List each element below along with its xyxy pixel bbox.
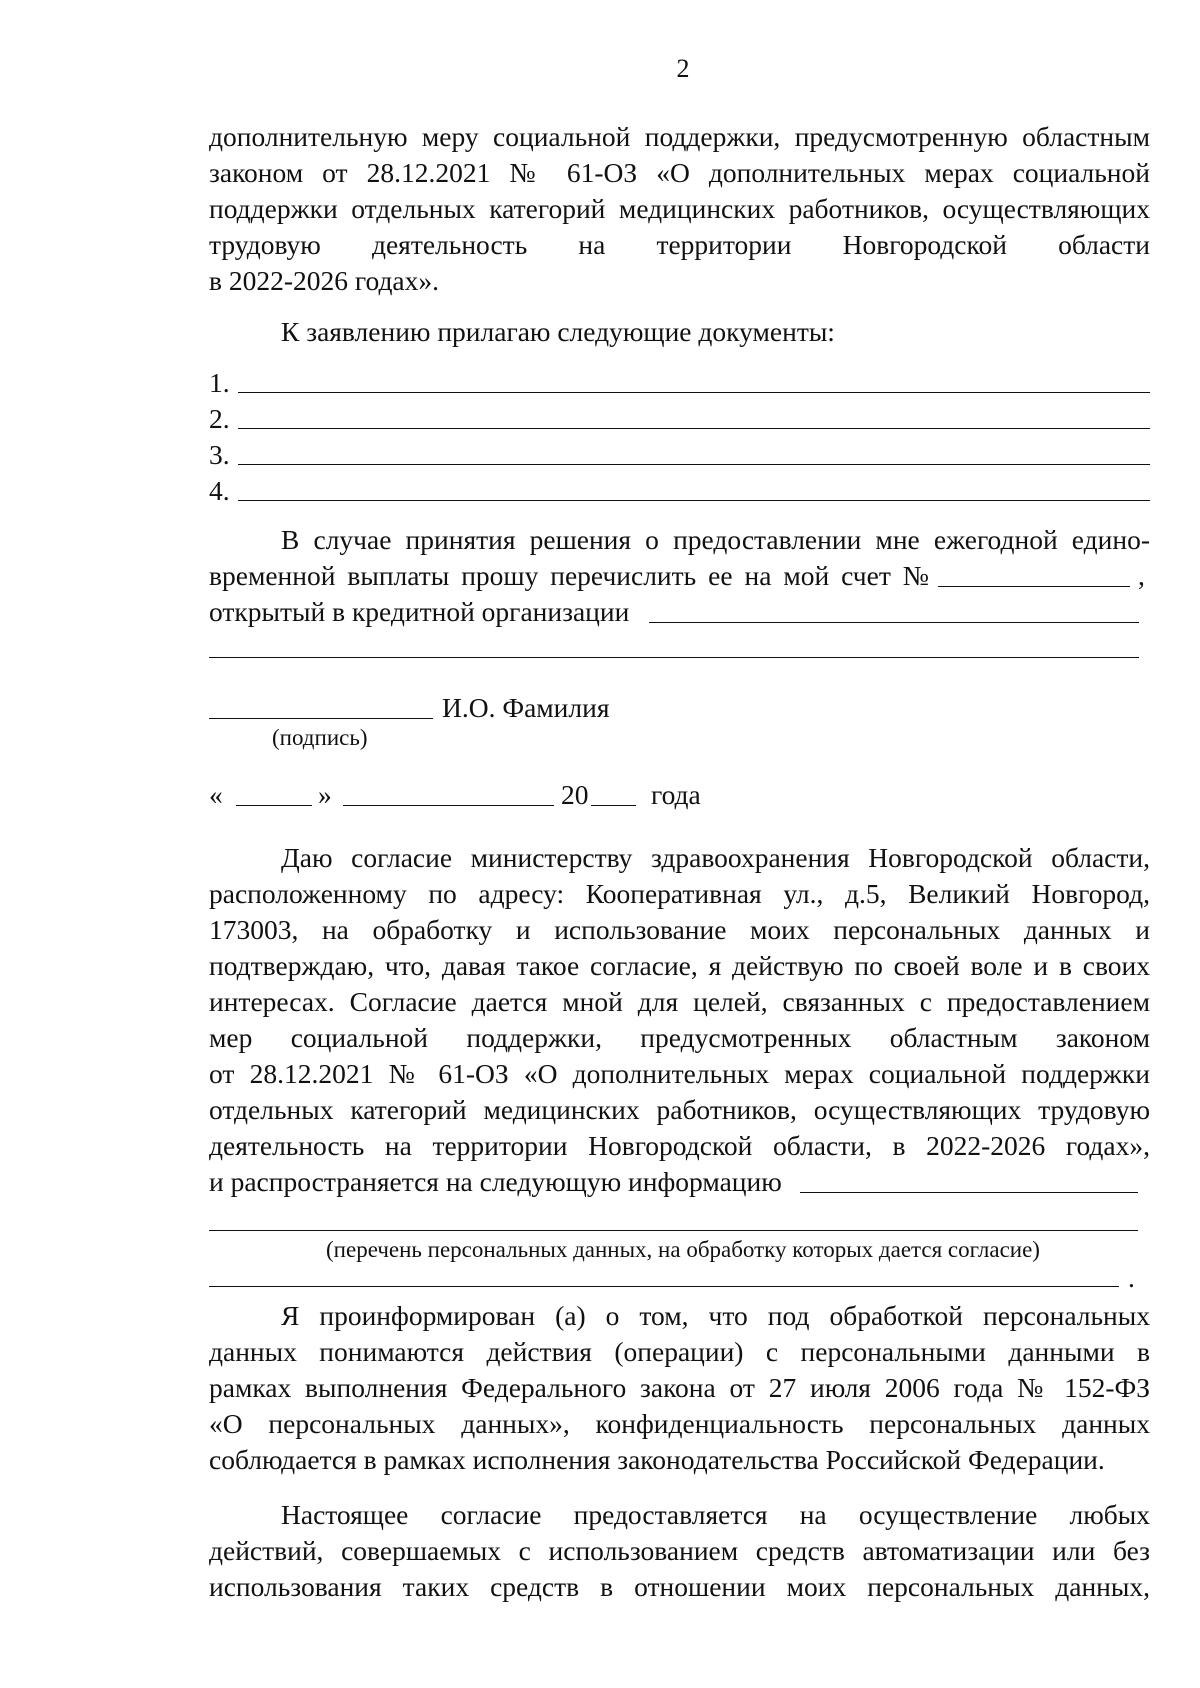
consent-line: от 28.12.2021 № 61-ОЗ «О дополнительных мерах социальной поддержки: [209, 1058, 1150, 1089]
final-line: действий, совершаемых с использованием средств автоматизации или без: [209, 1535, 1150, 1566]
date-open-quote: «: [209, 779, 223, 810]
signer-name: И.О. Фамилия: [442, 692, 610, 723]
date-close-quote: »: [318, 779, 332, 810]
consent-line: деятельность на территории Новгородской области, в 2022-2026 годах»,: [209, 1130, 1150, 1161]
attachment-number: 3.: [209, 439, 230, 470]
attachment-field-1[interactable]: [238, 392, 1150, 393]
consent-line: расположенному по адресу: Кооперативная ул., д.5, Великий Новгород,: [209, 878, 1150, 909]
intro-line: дополнительную меру социальной поддержки, предусмотренную областным: [209, 121, 1150, 152]
payment-comma: ,: [1138, 560, 1145, 591]
intro-line: законом от 28.12.2021 № 61-ОЗ «О дополнительных мерах социальной: [209, 157, 1150, 188]
date-month-field[interactable]: [343, 805, 554, 806]
attachment-field-3[interactable]: [238, 464, 1150, 465]
intro-line: поддержки отдельных категорий медицинских работников, осуществляющих: [209, 193, 1150, 224]
attachment-number: 2.: [209, 403, 230, 434]
page-number: 2: [676, 54, 690, 83]
intro-line: трудовую деятельность на территории Новгородской области: [209, 229, 1150, 260]
consent-end-period: .: [1128, 1262, 1135, 1293]
consent-line: и распространяется на следующую информацию: [209, 1166, 782, 1197]
informed-line: «О персональных данных», конфиденциальность персональных данных: [209, 1408, 1150, 1439]
consent-line: отдельных категорий медицинских работников, осуществляющих трудовую: [209, 1094, 1150, 1125]
signature-field[interactable]: [209, 718, 433, 719]
personal-data-caption: (перечень персональных данных, на обработку которых дается согласие): [326, 1237, 1040, 1262]
consent-line: мер социальной поддержки, предусмотренных областным законом: [209, 1022, 1150, 1053]
signature-caption: (подпись): [272, 725, 368, 750]
informed-line: соблюдается в рамках исполнения законодательства Российской Федерации.: [209, 1444, 1105, 1475]
credit-organization-field[interactable]: [649, 622, 1139, 623]
informed-line: данных понимаются действия (операции) с персональными данными в: [209, 1336, 1150, 1367]
date-year-prefix: 20: [561, 779, 589, 810]
attachment-field-2[interactable]: [238, 428, 1150, 429]
account-number-field[interactable]: [938, 586, 1130, 587]
payment-line: временной выплаты прошу перечислить ее на мой счет №: [209, 560, 929, 591]
personal-data-list-field-continued[interactable]: [209, 1230, 1138, 1231]
informed-line: рамках выполнения Федерального закона от 27 июля 2006 года № 152-ФЗ: [209, 1372, 1150, 1403]
personal-data-list-field[interactable]: [800, 1192, 1138, 1193]
attachment-field-4[interactable]: [238, 500, 1150, 501]
final-line: Настоящее согласие предоставляется на осуществление любых: [281, 1499, 1150, 1530]
consent-line: Даю согласие министерству здравоохранения Новгородской области,: [281, 842, 1150, 873]
attachment-number: 4.: [209, 475, 230, 506]
attachment-number: 1.: [209, 367, 230, 398]
consent-line: интересах. Согласие дается мной для целей, связанных с предоставлением: [209, 986, 1150, 1017]
consent-line: подтверждаю, что, давая такое согласие, я действую по своей воле и в своих: [209, 950, 1150, 981]
attachments-heading: К заявлению прилагаю следующие документы:: [281, 316, 835, 347]
personal-data-list-field-end[interactable]: [209, 1286, 1119, 1287]
date-year-suffix: года: [651, 779, 701, 810]
payment-line: В случае принятия решения о предоставлении мне ежегодной едино-: [281, 524, 1150, 555]
payment-line: открытый в кредитной организации: [209, 596, 630, 627]
intro-line: в 2022-2026 годах».: [209, 265, 440, 296]
informed-line: Я проинформирован (а) о том, что под обработкой персональных: [281, 1300, 1150, 1331]
date-year-field[interactable]: [591, 805, 636, 806]
final-line: использования таких средств в отношении моих персональных данных,: [209, 1571, 1150, 1602]
date-day-field[interactable]: [236, 805, 312, 806]
credit-organization-field-continued[interactable]: [209, 657, 1139, 658]
consent-line: 173003, на обработку и использование моих персональных данных и: [209, 914, 1150, 945]
